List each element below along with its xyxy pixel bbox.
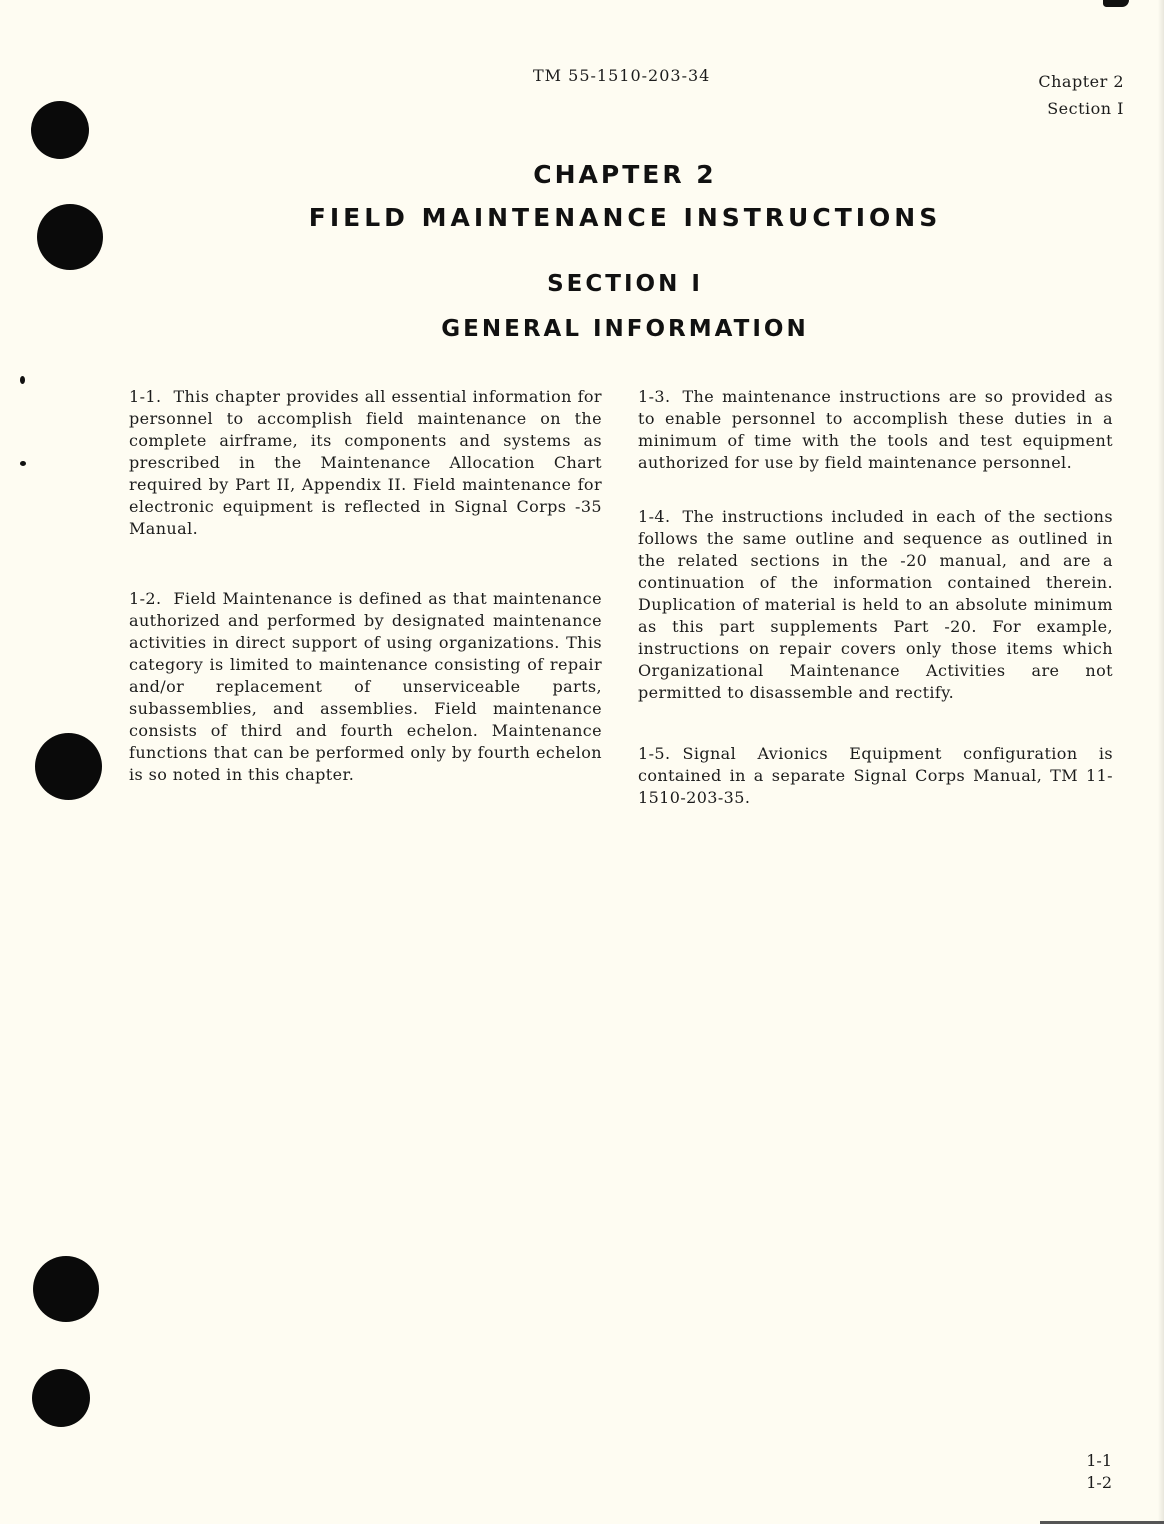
paragraph-1-3 <box>638 386 1113 474</box>
hole-punch-icon <box>35 733 102 800</box>
header-chapter: Chapter 2 <box>1038 72 1124 91</box>
scan-mark <box>1103 0 1129 7</box>
paragraph-text: The maintenance instructions are so provided as to enable personnel to accomplish these duties in a minimum of time with the tools and test equipment authorized for use by field maintenance personnel. <box>638 387 1113 472</box>
scan-speck <box>20 461 26 466</box>
paragraph-number: 1-2. <box>129 589 162 608</box>
page-number-block <box>1086 1450 1112 1494</box>
page-number: 1-2 <box>1086 1473 1112 1492</box>
page-number: 1-1 <box>1086 1451 1112 1470</box>
hole-punch-icon <box>31 101 89 159</box>
paragraph-text: Field Maintenance is defined as that maintenance authorized and performed by designated maintenance activities in direct support of using organizations. This category is limited to maintenance consisting of repair and/or replacement of unserviceable parts, subassemblies, and assemblies. Field maintenance consists of third and fourth echelon. Maintenance functions that can be performed only by fourth echelon is so noted in this chapter. <box>129 589 602 784</box>
section-title: GENERAL INFORMATION <box>441 316 809 342</box>
paragraph-1-4 <box>638 506 1113 704</box>
paragraph-1-5 <box>638 743 1113 809</box>
scan-speck <box>20 376 25 384</box>
paragraph-text: This chapter provides all essential information for personnel to accomplish field maintenance on the complete airframe, its components and systems as prescribed in the Maintenance Allocation Chart required by Part II, Appendix II. Field maintenance for electronic equipment is reflected in Signal Corps -35 Manual. <box>129 387 602 538</box>
paragraph-number: 1-1. <box>129 387 162 406</box>
document-number: TM 55-1510-203-34 <box>533 66 711 85</box>
paragraph-number: 1-4. <box>638 507 671 526</box>
chapter-heading: CHAPTER 2 <box>533 160 717 189</box>
paragraph-number: 1-3. <box>638 387 671 406</box>
hole-punch-icon <box>32 1369 90 1427</box>
section-heading: SECTION I <box>547 271 703 297</box>
chapter-title: FIELD MAINTENANCE INSTRUCTIONS <box>308 203 942 232</box>
hole-punch-icon <box>33 1256 99 1322</box>
paragraph-1-2 <box>129 588 602 786</box>
header-section: Section I <box>1047 99 1124 118</box>
running-header-right <box>1038 68 1124 122</box>
paragraph-1-1 <box>129 386 602 540</box>
paragraph-text: Signal Avionics Equipment configuration is contained in a separate Signal Corps Manual, TM 11-1510-203-35. <box>638 744 1113 807</box>
paragraph-text: The instructions included in each of the sections follows the same outline and sequence as outlined in the related sections in the -20 manual, and are a continuation of the information contained therein. Duplication of material is held to an absolute minimum as this part supplements Part -20. For example, instructions on repair covers only those items which Organizational Maintenance Activities are not permitted to disassemble and rectify. <box>638 507 1113 702</box>
paragraph-number: 1-5. <box>638 744 671 763</box>
